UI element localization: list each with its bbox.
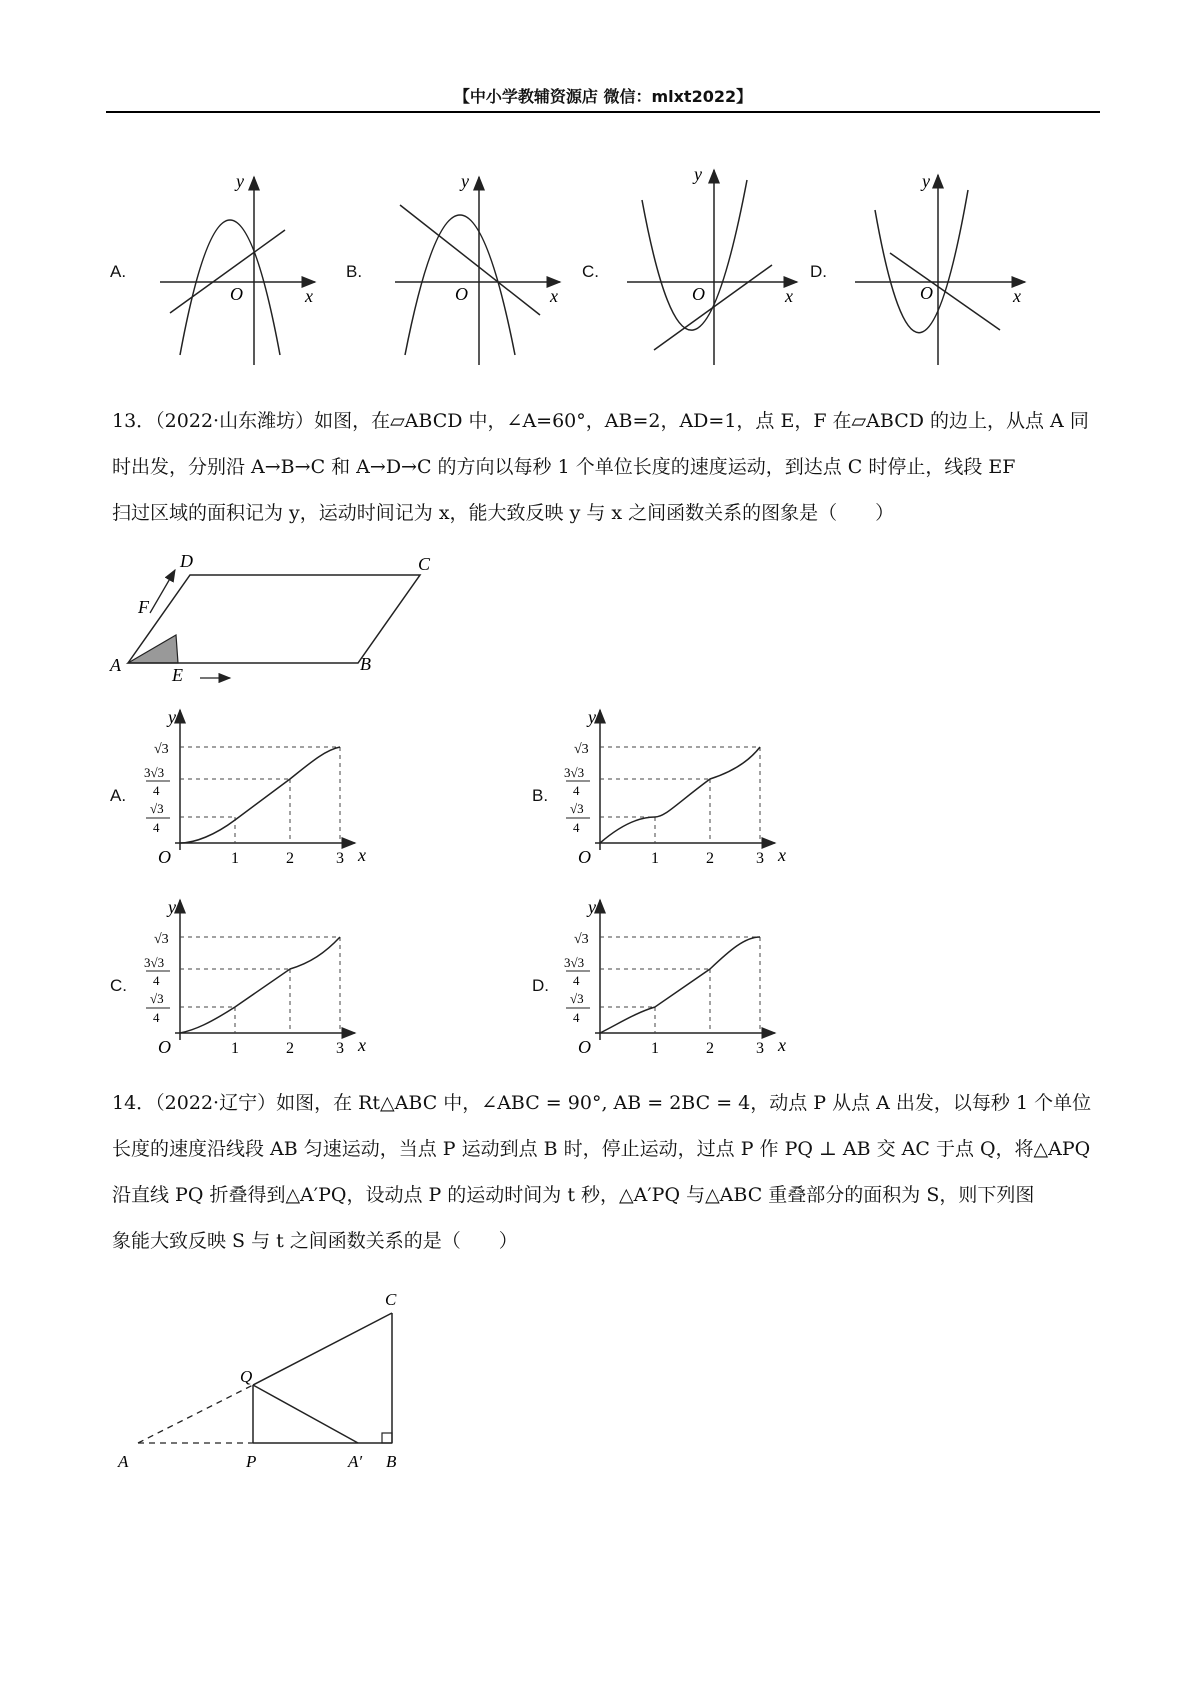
q14-line-2: 长度的速度沿线段 AB 匀速运动，当点 P 运动到点 B 时，停止运动，过点 P 作 PQ ⊥ AB 交 AC 于点 Q，将△APQ bbox=[112, 1138, 1091, 1160]
q12-option-b-label: B. bbox=[346, 262, 363, 281]
q13-graph-d bbox=[560, 895, 810, 1065]
q12-option-a-label: A. bbox=[110, 262, 127, 281]
y-tick-sqrt3-4-numerator: √3 bbox=[570, 801, 584, 816]
x-tick-3: 3 bbox=[756, 850, 764, 867]
y-tick-3sqrt3-denominator: 4 bbox=[573, 783, 580, 798]
point-p-label: P bbox=[246, 1452, 257, 1471]
y-tick-3sqrt3-numerator: 3√3 bbox=[144, 765, 165, 780]
q13-line-1: 13．（2022·山东潍坊）如图，在▱ABCD 中，∠A=60°，AB=2，AD=1，点 E，F 在▱ABCD 的边上，从点 A 同 bbox=[112, 410, 1089, 432]
origin-label: O bbox=[455, 284, 468, 304]
q13-option-b-label: B. bbox=[532, 786, 549, 805]
y-tick-3sqrt3-denominator: 4 bbox=[573, 973, 580, 988]
dashed-aq-segment bbox=[138, 1385, 253, 1443]
y-tick-3sqrt3-numerator: 3√3 bbox=[144, 955, 165, 970]
q12-graph-b bbox=[385, 165, 570, 370]
vertex-a-label: A bbox=[110, 655, 121, 675]
y-tick-sqrt3-4-numerator: √3 bbox=[570, 991, 584, 1006]
y-tick-3sqrt3-denominator: 4 bbox=[153, 973, 160, 988]
y-label: y bbox=[168, 707, 176, 727]
y-tick-sqrt3-4-denominator: 4 bbox=[573, 1010, 580, 1025]
x-label: x bbox=[358, 845, 366, 865]
vertex-d-label: D bbox=[180, 551, 193, 571]
q12-option-c-label: C. bbox=[582, 262, 599, 281]
qc-segment bbox=[253, 1313, 392, 1385]
x-tick-3: 3 bbox=[336, 850, 344, 867]
y-label: y bbox=[461, 171, 469, 191]
y-tick-3sqrt3-numerator: 3√3 bbox=[564, 955, 585, 970]
y-tick-sqrt3: √3 bbox=[154, 742, 169, 757]
x-tick-2: 2 bbox=[286, 1040, 294, 1057]
q13-graph-b bbox=[560, 705, 810, 875]
origin-label: O bbox=[158, 847, 171, 867]
line bbox=[400, 205, 540, 315]
point-e-label: E bbox=[172, 665, 183, 685]
q13-option-c-label: C. bbox=[110, 976, 127, 995]
q12-graph-c bbox=[622, 160, 807, 370]
y-label: y bbox=[694, 164, 702, 184]
curve bbox=[180, 747, 340, 843]
origin-label: O bbox=[920, 283, 933, 303]
curve bbox=[600, 747, 760, 843]
origin-label: O bbox=[230, 284, 243, 304]
y-tick-sqrt3-4-numerator: √3 bbox=[150, 991, 164, 1006]
x-tick-2: 2 bbox=[706, 1040, 714, 1057]
x-label: x bbox=[778, 1035, 786, 1055]
y-tick-sqrt3: √3 bbox=[574, 742, 589, 757]
line bbox=[654, 265, 772, 350]
q13-option-a-label: A. bbox=[110, 786, 127, 805]
q14-line-4: 象能大致反映 S 与 t 之间函数关系的是（ ） bbox=[112, 1230, 518, 1252]
q14-line-3: 沿直线 PQ 折叠得到△A′PQ，设动点 P 的运动时间为 t 秒，△A′PQ 与△ABC 重叠部分的面积为 S，则下列图 bbox=[112, 1184, 1035, 1206]
q13-line-2: 时出发，分别沿 A→B→C 和 A→D→C 的方向以每秒 1 个单位长度的速度运动，到达点 C 时停止，线段 EF bbox=[112, 456, 1016, 478]
x-label: x bbox=[358, 1035, 366, 1055]
parabola bbox=[875, 190, 968, 333]
x-tick-1: 1 bbox=[651, 850, 659, 867]
q13-line-3: 扫过区域的面积记为 y，运动时间记为 x，能大致反映 y 与 x 之间函数关系的图象是（ ） bbox=[112, 502, 895, 524]
q13-option-d-label: D. bbox=[532, 976, 549, 995]
x-tick-1: 1 bbox=[231, 1040, 239, 1057]
x-label: x bbox=[550, 286, 558, 306]
point-b-label: B bbox=[386, 1452, 397, 1471]
point-a-prime-label: A′ bbox=[348, 1452, 363, 1471]
point-f-label: F bbox=[138, 597, 149, 617]
q13-graph-c bbox=[140, 895, 390, 1065]
page-header: 【中小学教辅资源店 微信：mlxt2022】 bbox=[453, 87, 753, 106]
origin-label: O bbox=[578, 1037, 591, 1057]
y-tick-3sqrt3-numerator: 3√3 bbox=[564, 765, 585, 780]
origin-label: O bbox=[692, 284, 705, 304]
q13-parallelogram-figure bbox=[100, 545, 440, 685]
f-direction-arrow bbox=[150, 570, 175, 613]
x-tick-1: 1 bbox=[651, 1040, 659, 1057]
y-tick-sqrt3-4-denominator: 4 bbox=[573, 820, 580, 835]
header-divider bbox=[106, 111, 1100, 113]
y-label: y bbox=[588, 707, 596, 727]
y-label: y bbox=[168, 897, 176, 917]
y-tick-sqrt3: √3 bbox=[574, 932, 589, 947]
x-label: x bbox=[785, 286, 793, 306]
y-tick-3sqrt3-denominator: 4 bbox=[153, 783, 160, 798]
x-tick-2: 2 bbox=[286, 850, 294, 867]
x-tick-1: 1 bbox=[231, 850, 239, 867]
q13-graph-a bbox=[140, 705, 390, 875]
line bbox=[890, 253, 1000, 330]
point-a-label: A bbox=[118, 1452, 129, 1471]
qa-prime-segment bbox=[253, 1385, 358, 1443]
shaded-triangle bbox=[128, 635, 178, 663]
x-label: x bbox=[1013, 286, 1021, 306]
q12-graph-d bbox=[850, 165, 1035, 370]
y-label: y bbox=[236, 171, 244, 191]
y-label: y bbox=[588, 897, 596, 917]
q14-triangle-figure bbox=[100, 1265, 420, 1475]
point-c-label: C bbox=[385, 1290, 397, 1309]
x-tick-2: 2 bbox=[706, 850, 714, 867]
x-tick-3: 3 bbox=[756, 1040, 764, 1057]
parabola bbox=[642, 180, 747, 330]
y-tick-sqrt3-4-denominator: 4 bbox=[153, 1010, 160, 1025]
q12-graph-a bbox=[150, 165, 325, 370]
origin-label: O bbox=[158, 1037, 171, 1057]
y-tick-sqrt3-4-denominator: 4 bbox=[153, 820, 160, 835]
curve bbox=[600, 937, 760, 1033]
line bbox=[170, 230, 285, 313]
y-tick-sqrt3-4-numerator: √3 bbox=[150, 801, 164, 816]
origin-label: O bbox=[578, 847, 591, 867]
point-q-label: Q bbox=[240, 1367, 253, 1386]
y-tick-sqrt3: √3 bbox=[154, 932, 169, 947]
x-label: x bbox=[778, 845, 786, 865]
right-angle-mark bbox=[382, 1433, 392, 1443]
x-label: x bbox=[305, 286, 313, 306]
vertex-b-label: B bbox=[360, 654, 371, 674]
q12-option-d-label: D. bbox=[810, 262, 827, 281]
vertex-c-label: C bbox=[418, 554, 431, 574]
x-tick-3: 3 bbox=[336, 1040, 344, 1057]
q14-line-1: 14．（2022·辽宁）如图，在 Rt△ABC 中，∠ABC = 90°, AB = 2BC = 4，动点 P 从点 A 出发，以每秒 1 个单位 bbox=[112, 1092, 1092, 1114]
y-label: y bbox=[922, 171, 930, 191]
curve bbox=[180, 937, 340, 1033]
